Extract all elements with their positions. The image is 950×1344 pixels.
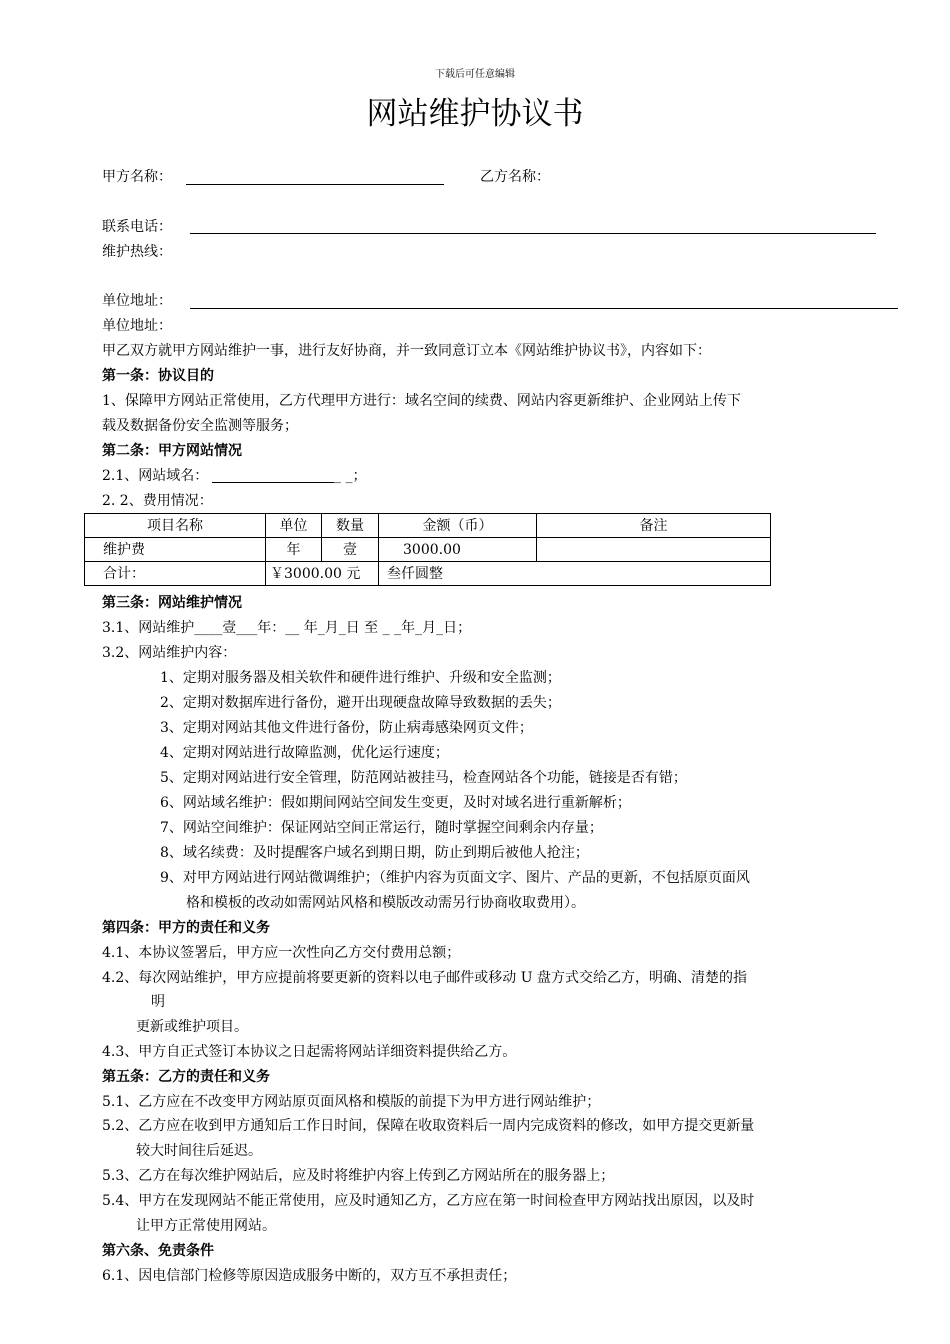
clause-5-3: 5.3、乙方在每次维护网站后，应及时将维护内容上传到乙方网站所在的服务器上；: [102, 1168, 615, 1184]
clause-4-2-cont-2: 更新或维护项目。: [136, 1019, 248, 1035]
total-blank: [537, 562, 771, 586]
domain-field[interactable]: [212, 482, 334, 483]
total-label: 合计：: [85, 562, 266, 586]
section-2-heading: 第二条：甲方网站情况: [102, 443, 242, 459]
list-item: 8、域名续费：及时提醒客户域名到期日期，防止到期后被他人抢注；: [160, 845, 589, 861]
list-item: 5、定期对网站进行安全管理，防范网站被挂马，检查网站各个功能，链接是否有错；: [160, 770, 687, 786]
fee-table: [84, 513, 771, 586]
total-amount: ￥3000.00 元: [266, 562, 379, 586]
hotline-label: 维护热线：: [102, 244, 172, 260]
maintenance-period: 3.1、网站维护____壹___年：__ 年_月_日 至 _ _年_月_日；: [102, 620, 472, 636]
table-row: [85, 538, 771, 562]
list-item: 6、网站域名维护：假如期间网站空间发生变更，及时对域名进行重新解析；: [160, 795, 631, 811]
domain-label: 2.1、网站域名：: [102, 468, 209, 484]
maintenance-content-label: 3.2、网站维护内容：: [102, 645, 237, 661]
address-label-a: 单位地址：: [102, 293, 172, 309]
header-item-name: 项目名称: [85, 514, 266, 538]
total-words: 叁仟圆整: [379, 562, 537, 586]
header-amount: 金额（币）: [379, 514, 537, 538]
address-label-b: 单位地址：: [102, 318, 172, 334]
section-1-text-cont: 载及数据备份安全监测等服务；: [102, 418, 298, 434]
clause-5-2: 5.2、乙方应在收到甲方通知后工作日时间，保障在收取资料后一周内完成资料的修改，如甲方提交更新量: [102, 1118, 755, 1134]
clause-4-2-cont: 明: [151, 994, 165, 1010]
intro-paragraph: 甲乙双方就甲方网站维护一事，进行友好协商，并一致同意订立本《网站维护协议书》，内容如下：: [102, 343, 711, 359]
clause-4-2: 4.2、每次网站维护，甲方应提前将要更新的资料以电子邮件或移动 U 盘方式交给乙方，明确、清楚的指: [102, 970, 747, 986]
list-item: 7、网站空间维护：保证网站空间正常运行，随时掌握空间剩余内存量；: [160, 820, 603, 836]
section-5-heading: 第五条：乙方的责任和义务: [102, 1069, 270, 1085]
table-header-row: [85, 514, 771, 538]
section-6-heading: 第六条、免责条件: [102, 1243, 214, 1259]
table-total-row: [85, 562, 771, 586]
list-item: 9、对甲方网站进行网站微调维护；（维护内容为页面文字、图片、产品的更新，不包括原页面风: [160, 870, 750, 886]
section-4-heading: 第四条：甲方的责任和义务: [102, 920, 270, 936]
header-quantity: 数量: [322, 514, 379, 538]
header-remarks: 备注: [537, 514, 771, 538]
address-field[interactable]: [190, 308, 898, 309]
party-a-field[interactable]: [186, 184, 444, 185]
list-item: 4、定期对网站进行故障监测，优化运行速度；: [160, 745, 449, 761]
cell-item-name: 维护费: [85, 538, 266, 562]
fee-label: 2. 2、费用情况：: [102, 493, 213, 509]
cell-quantity: 壹: [322, 538, 379, 562]
header-note: 下载后可任意编辑: [435, 69, 515, 80]
list-item: 3、定期对网站其他文件进行备份，防止病毒感染网页文件；: [160, 720, 533, 736]
clause-6-1: 6.1、因电信部门检修等原因造成服务中断的，双方互不承担责任；: [102, 1268, 517, 1284]
document-title: 网站维护协议书: [366, 96, 584, 132]
clause-5-1: 5.1、乙方应在不改变甲方网站原页面风格和模版的前提下为甲方进行网站维护；: [102, 1094, 601, 1110]
phone-label: 联系电话：: [102, 219, 172, 235]
party-a-label: 甲方名称：: [102, 169, 172, 185]
section-1-heading: 第一条：协议目的: [102, 368, 214, 384]
list-item-cont: 格和模板的改动如需网站风格和模版改动需另行协商收取费用）。: [186, 895, 585, 911]
clause-5-4-cont: 让甲方正常使用网站。: [136, 1218, 276, 1234]
section-3-heading: 第三条：网站维护情况: [102, 595, 242, 611]
clause-4-3: 4.3、甲方自正式签订本协议之日起需将网站详细资料提供给乙方。: [102, 1044, 517, 1060]
list-item: 2、定期对数据库进行备份，避开出现硬盘故障导致数据的丢失；: [160, 695, 561, 711]
section-1-text: 1、保障甲方网站正常使用，乙方代理甲方进行：域名空间的续费、网站内容更新维护、企业网站上传下: [102, 393, 741, 409]
cell-unit: 年: [266, 538, 322, 562]
cell-amount: 3000.00: [379, 538, 537, 562]
party-b-label: 乙方名称：: [480, 169, 550, 185]
domain-tail: _ _；: [334, 468, 367, 484]
clause-4-1: 4.1、本协议签署后，甲方应一次性向乙方交付费用总额；: [102, 945, 461, 961]
clause-5-4: 5.4、甲方在发现网站不能正常使用，应及时通知乙方，乙方应在第一时间检查甲方网站找出原因，以及时: [102, 1193, 755, 1209]
list-item: 1、定期对服务器及相关软件和硬件进行维护、升级和安全监测；: [160, 670, 561, 686]
clause-5-2-cont: 较大时间往后延迟。: [136, 1143, 262, 1159]
header-unit: 单位: [266, 514, 322, 538]
cell-remarks: [537, 538, 771, 562]
phone-field[interactable]: [190, 233, 876, 234]
